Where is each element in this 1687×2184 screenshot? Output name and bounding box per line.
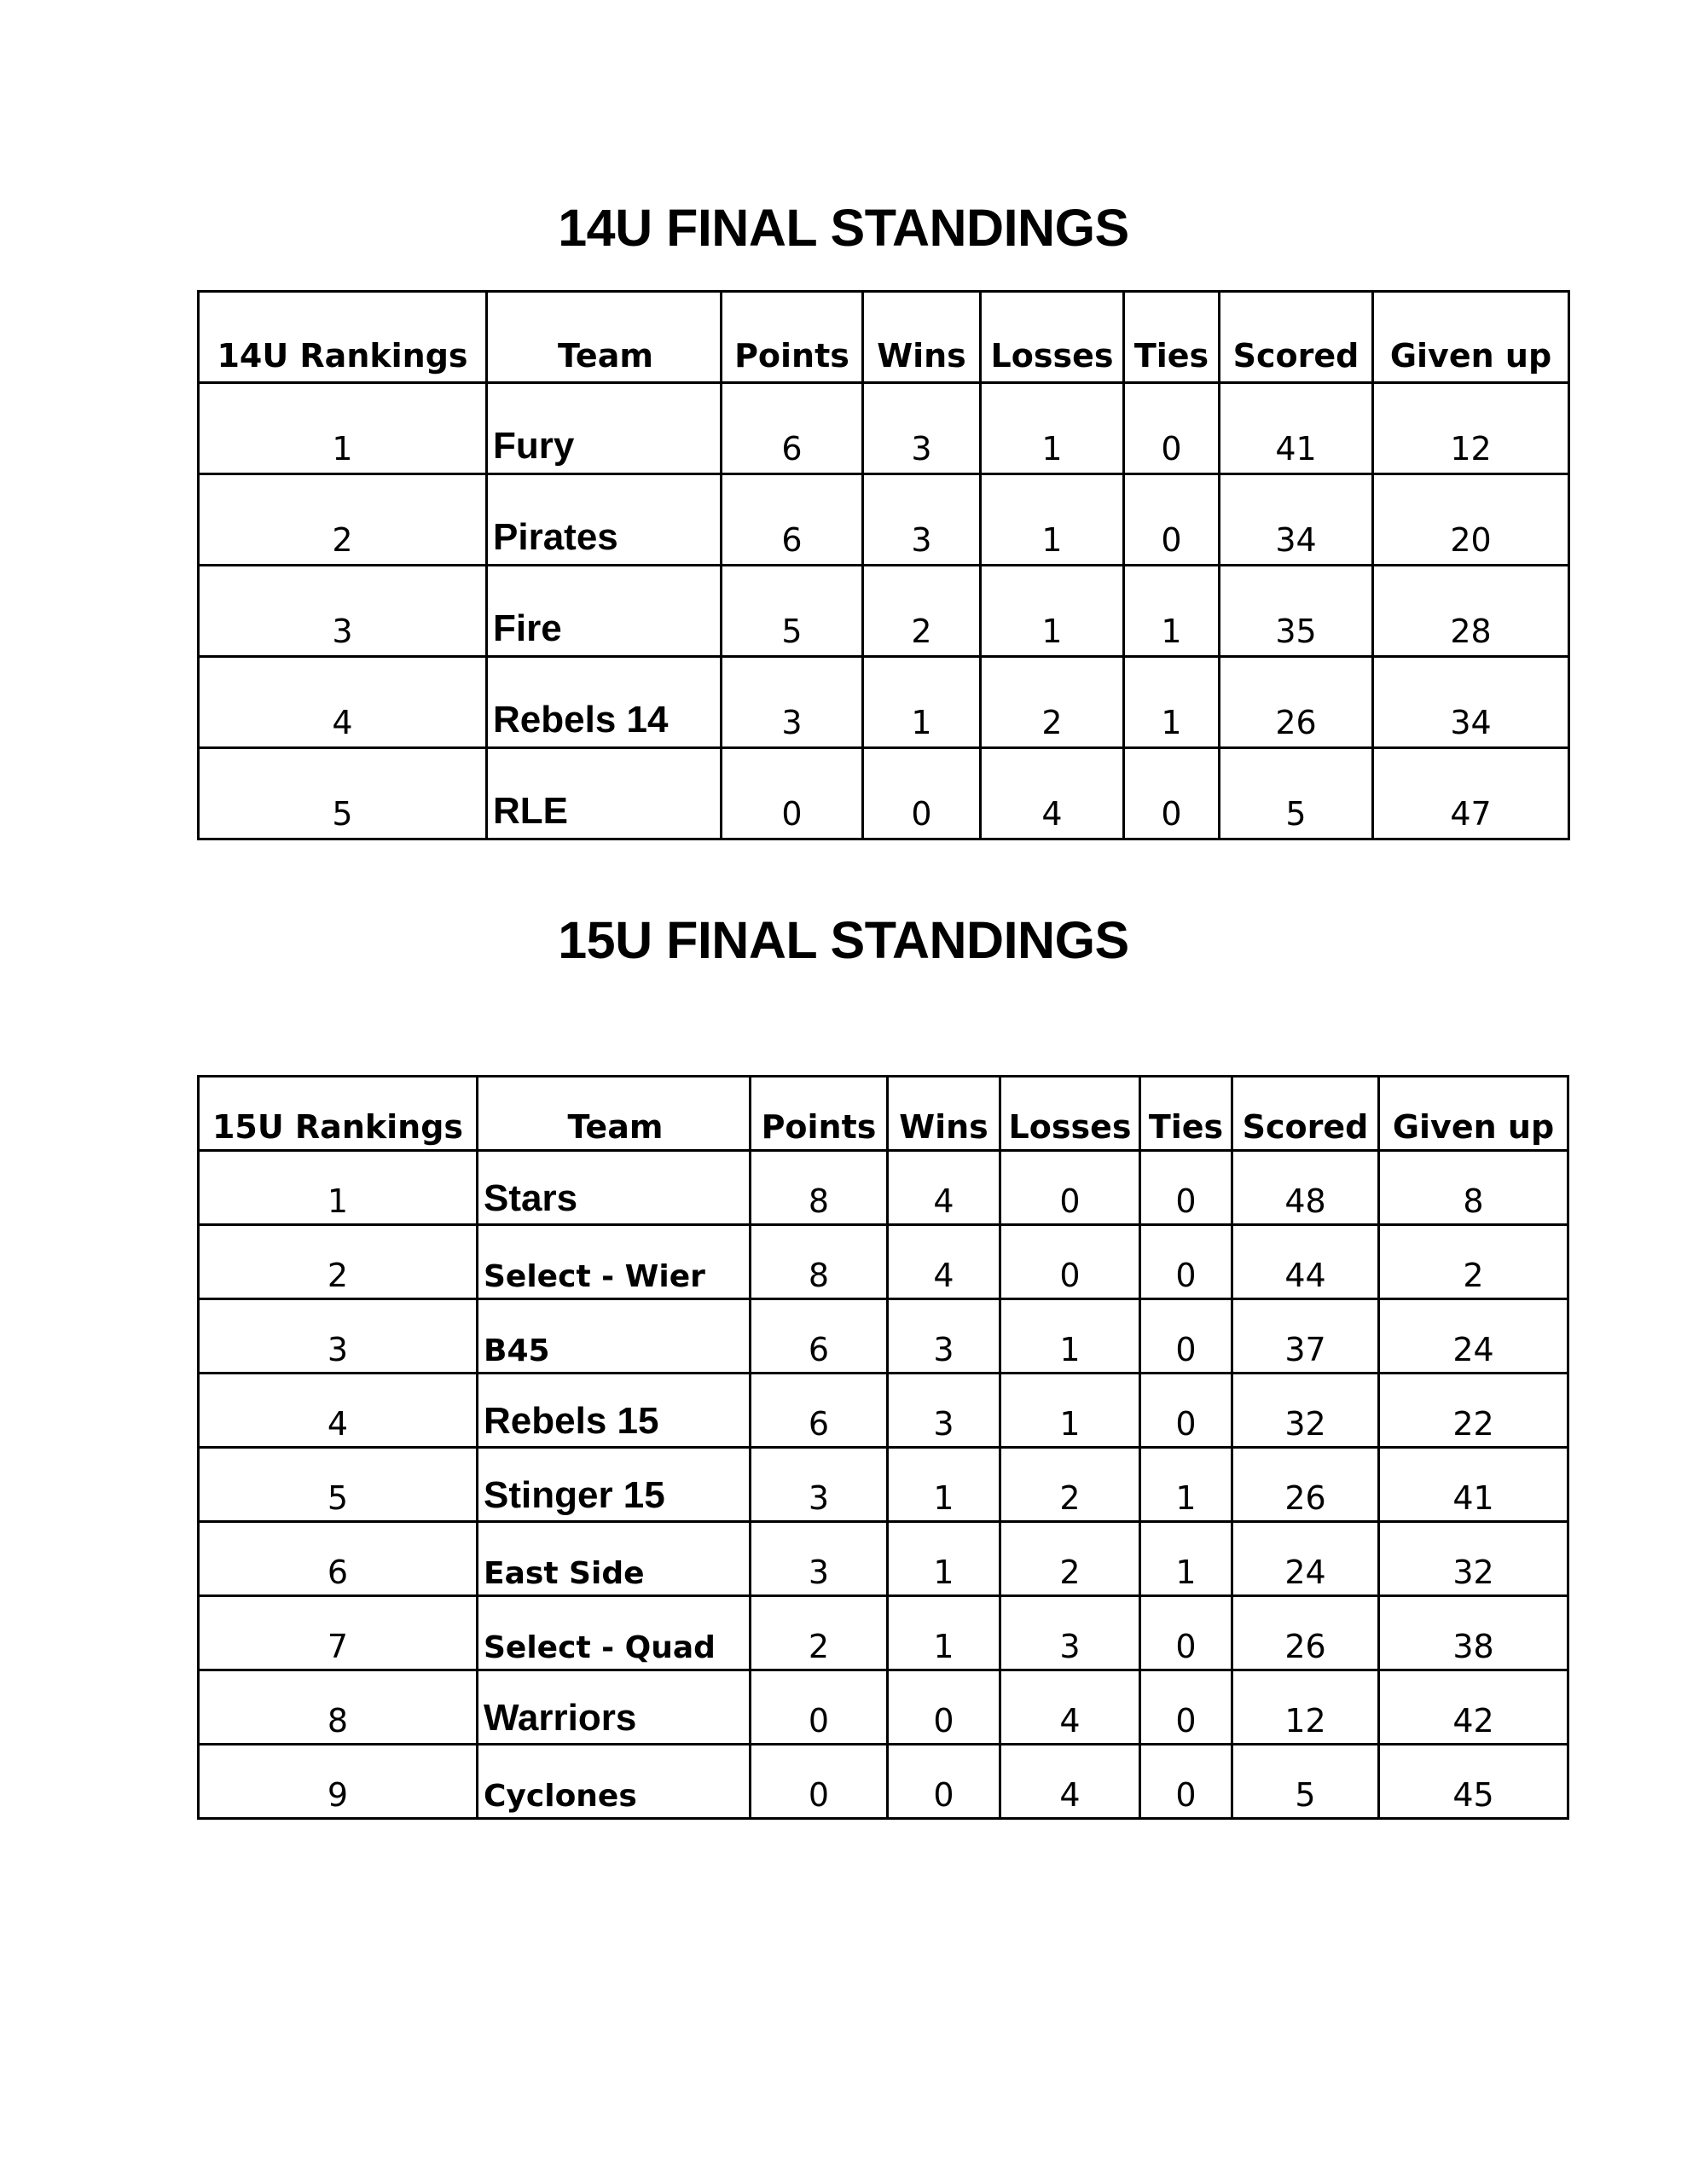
points-cell: 6 [722, 383, 863, 474]
table-row [199, 748, 1569, 839]
header-team: Team [487, 292, 722, 383]
header-rankings: 15U Rankings [199, 1077, 478, 1151]
header-points: Points [751, 1077, 888, 1151]
rank-cell: 3 [199, 1299, 478, 1374]
team-cell: East Side [478, 1522, 751, 1596]
ties-cell: 0 [1140, 1670, 1232, 1745]
team-cell: Stars [478, 1151, 751, 1225]
losses-cell: 2 [1000, 1448, 1140, 1522]
ties-cell: 0 [1140, 1374, 1232, 1448]
scored-cell: 41 [1220, 383, 1373, 474]
table-row [199, 566, 1569, 657]
team-cell: Rebels 15 [478, 1374, 751, 1448]
given-up-cell: 12 [1373, 383, 1569, 474]
points-cell: 0 [751, 1745, 888, 1819]
scored-cell: 32 [1232, 1374, 1379, 1448]
ties-cell: 1 [1124, 657, 1220, 748]
scored-cell: 34 [1220, 474, 1373, 566]
team-cell: Warriors [478, 1670, 751, 1745]
team-cell: Stinger 15 [478, 1448, 751, 1522]
table-row [199, 1151, 1568, 1225]
given-up-cell: 8 [1379, 1151, 1568, 1225]
ties-cell: 1 [1140, 1448, 1232, 1522]
points-cell: 3 [722, 657, 863, 748]
wins-cell: 1 [888, 1522, 1000, 1596]
wins-cell: 4 [888, 1151, 1000, 1225]
rank-cell: 4 [199, 657, 487, 748]
rank-cell: 1 [199, 1151, 478, 1225]
table-row [199, 1374, 1568, 1448]
losses-cell: 1 [1000, 1374, 1140, 1448]
wins-cell: 0 [888, 1745, 1000, 1819]
points-cell: 0 [751, 1670, 888, 1745]
scored-cell: 37 [1232, 1299, 1379, 1374]
losses-cell: 0 [1000, 1151, 1140, 1225]
wins-cell: 2 [863, 566, 981, 657]
header-losses: Losses [981, 292, 1124, 383]
ties-cell: 0 [1140, 1596, 1232, 1670]
header-wins: Wins [863, 292, 981, 383]
scored-cell: 35 [1220, 566, 1373, 657]
wins-cell: 3 [888, 1299, 1000, 1374]
given-up-cell: 47 [1373, 748, 1569, 839]
team-cell: Select - Wier [478, 1225, 751, 1299]
wins-cell: 3 [863, 383, 981, 474]
team-cell: Pirates [487, 474, 722, 566]
rank-cell: 6 [199, 1522, 478, 1596]
points-cell: 6 [722, 474, 863, 566]
points-cell: 3 [751, 1522, 888, 1596]
ties-cell: 0 [1140, 1225, 1232, 1299]
rank-cell: 3 [199, 566, 487, 657]
points-cell: 8 [751, 1151, 888, 1225]
team-cell: Select - Quad [478, 1596, 751, 1670]
given-up-cell: 42 [1379, 1670, 1568, 1745]
header-given-up: Given up [1373, 292, 1569, 383]
ties-cell: 1 [1140, 1522, 1232, 1596]
header-ties: Ties [1140, 1077, 1232, 1151]
rank-cell: 2 [199, 474, 487, 566]
table-row [199, 383, 1569, 474]
team-cell: Fire [487, 566, 722, 657]
given-up-cell: 32 [1379, 1522, 1568, 1596]
points-cell: 5 [722, 566, 863, 657]
header-team: Team [478, 1077, 751, 1151]
rank-cell: 1 [199, 383, 487, 474]
points-cell: 0 [722, 748, 863, 839]
rank-cell: 9 [199, 1745, 478, 1819]
rank-cell: 7 [199, 1596, 478, 1670]
team-cell: Rebels 14 [487, 657, 722, 748]
team-cell: Fury [487, 383, 722, 474]
header-losses: Losses [1000, 1077, 1140, 1151]
scored-cell: 5 [1220, 748, 1373, 839]
header-scored: Scored [1232, 1077, 1379, 1151]
u14-standings-table [197, 290, 1570, 840]
wins-cell: 3 [863, 474, 981, 566]
scored-cell: 24 [1232, 1522, 1379, 1596]
losses-cell: 1 [1000, 1299, 1140, 1374]
team-cell: RLE [487, 748, 722, 839]
wins-cell: 1 [888, 1448, 1000, 1522]
given-up-cell: 24 [1379, 1299, 1568, 1374]
losses-cell: 1 [981, 383, 1124, 474]
losses-cell: 4 [981, 748, 1124, 839]
losses-cell: 1 [981, 566, 1124, 657]
rank-cell: 5 [199, 748, 487, 839]
given-up-cell: 2 [1379, 1225, 1568, 1299]
rank-cell: 4 [199, 1374, 478, 1448]
given-up-cell: 41 [1379, 1448, 1568, 1522]
scored-cell: 26 [1232, 1596, 1379, 1670]
table-row [199, 1670, 1568, 1745]
header-points: Points [722, 292, 863, 383]
points-cell: 6 [751, 1374, 888, 1448]
given-up-cell: 45 [1379, 1745, 1568, 1819]
header-ties: Ties [1124, 292, 1220, 383]
losses-cell: 0 [1000, 1225, 1140, 1299]
header-rankings: 14U Rankings [199, 292, 487, 383]
scored-cell: 44 [1232, 1225, 1379, 1299]
ties-cell: 0 [1140, 1745, 1232, 1819]
u15-standings-title: 15U FINAL STANDINGS [558, 911, 1129, 969]
points-cell: 6 [751, 1299, 888, 1374]
scored-cell: 26 [1220, 657, 1373, 748]
ties-cell: 0 [1124, 383, 1220, 474]
given-up-cell: 22 [1379, 1374, 1568, 1448]
header-row [199, 1077, 1568, 1151]
wins-cell: 1 [888, 1596, 1000, 1670]
losses-cell: 1 [981, 474, 1124, 566]
points-cell: 2 [751, 1596, 888, 1670]
table-row [199, 657, 1569, 748]
losses-cell: 3 [1000, 1596, 1140, 1670]
given-up-cell: 20 [1373, 474, 1569, 566]
wins-cell: 0 [863, 748, 981, 839]
header-scored: Scored [1220, 292, 1373, 383]
wins-cell: 3 [888, 1374, 1000, 1448]
ties-cell: 0 [1124, 748, 1220, 839]
ties-cell: 0 [1140, 1151, 1232, 1225]
table-row [199, 1596, 1568, 1670]
u14-standings-title: 14U FINAL STANDINGS [558, 199, 1129, 257]
table-row [199, 474, 1569, 566]
ties-cell: 1 [1124, 566, 1220, 657]
team-cell: Cyclones [478, 1745, 751, 1819]
losses-cell: 4 [1000, 1745, 1140, 1819]
table-row [199, 1522, 1568, 1596]
given-up-cell: 38 [1379, 1596, 1568, 1670]
rank-cell: 5 [199, 1448, 478, 1522]
table-row [199, 1745, 1568, 1819]
points-cell: 8 [751, 1225, 888, 1299]
table-row [199, 1299, 1568, 1374]
ties-cell: 0 [1124, 474, 1220, 566]
scored-cell: 12 [1232, 1670, 1379, 1745]
points-cell: 3 [751, 1448, 888, 1522]
u15-standings-table [197, 1075, 1569, 1820]
scored-cell: 26 [1232, 1448, 1379, 1522]
wins-cell: 1 [863, 657, 981, 748]
header-given-up: Given up [1379, 1077, 1568, 1151]
table-row [199, 1448, 1568, 1522]
rank-cell: 2 [199, 1225, 478, 1299]
losses-cell: 4 [1000, 1670, 1140, 1745]
wins-cell: 0 [888, 1670, 1000, 1745]
losses-cell: 2 [1000, 1522, 1140, 1596]
ties-cell: 0 [1140, 1299, 1232, 1374]
scored-cell: 48 [1232, 1151, 1379, 1225]
given-up-cell: 34 [1373, 657, 1569, 748]
header-row [199, 292, 1569, 383]
scored-cell: 5 [1232, 1745, 1379, 1819]
header-wins: Wins [888, 1077, 1000, 1151]
wins-cell: 4 [888, 1225, 1000, 1299]
losses-cell: 2 [981, 657, 1124, 748]
table-row [199, 1225, 1568, 1299]
rank-cell: 8 [199, 1670, 478, 1745]
team-cell: B45 [478, 1299, 751, 1374]
given-up-cell: 28 [1373, 566, 1569, 657]
